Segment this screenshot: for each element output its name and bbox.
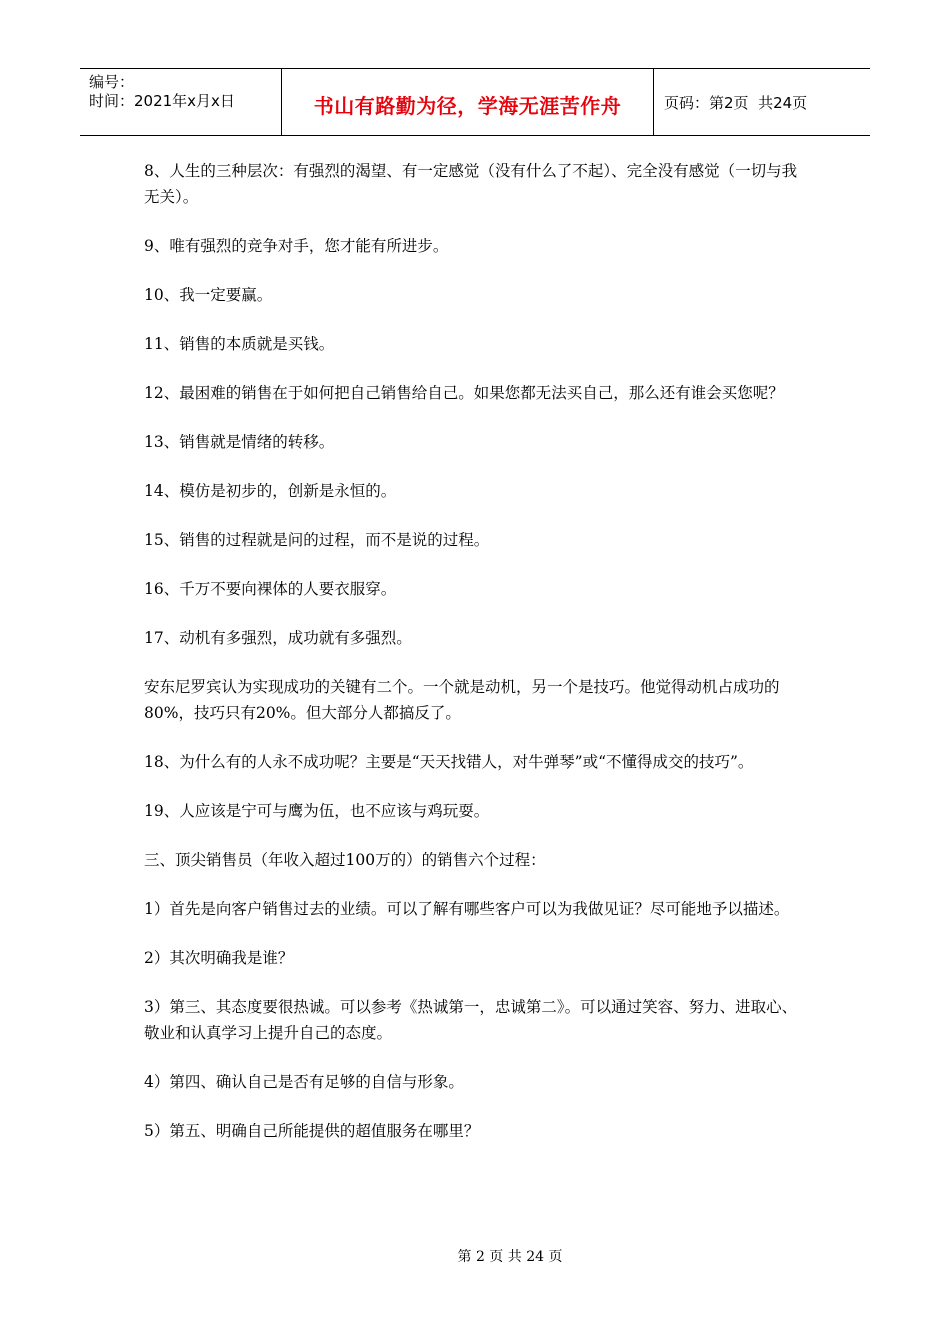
paragraph: 13、销售就是情绪的转移。 [144,433,335,451]
paragraph: 安东尼罗宾认为实现成功的关键有二个。一个就是动机，另一个是技巧。他觉得动机占成功的80%，技巧只有20%。但大部分人都搞反了。 [144,678,780,722]
page-footer: 第 2 页 共 24 页 [457,1249,563,1265]
paragraph: 16、千万不要向裸体的人要衣服穿。 [144,580,397,598]
document-date: 时间：2021年x月x日 [89,92,235,110]
paragraph: 15、销售的过程就是问的过程，而不是说的过程。 [144,531,490,549]
paragraph: 1）首先是向客户销售过去的业绩。可以了解有哪些客户可以为我做见证？尽可能地予以描述。 [144,900,790,918]
paragraph: 14、模仿是初步的，创新是永恒的。 [144,482,397,500]
paragraph: 18、为什么有的人永不成功呢？主要是“天天找错人，对牛弹琴”或“不懂得成交的技巧”。 [144,753,754,771]
section-heading: 三、顶尖销售员（年收入超过100万的）的销售六个过程： [144,851,546,869]
page-header [80,68,870,136]
document-number-label: 编号： [89,73,135,91]
paragraph: 5）第五、明确自己所能提供的超值服务在哪里？ [144,1122,480,1140]
paragraph: 10、我一定要赢。 [144,286,273,304]
paragraph: 9、唯有强烈的竞争对手，您才能有所进步。 [144,237,449,255]
paragraph: 19、人应该是宁可与鹰为伍，也不应该与鸡玩耍。 [144,802,490,820]
paragraph: 8、人生的三种层次：有强烈的渴望、有一定感觉（没有什么了不起）、完全没有感觉（一切与我无关）。 [144,162,798,206]
document-body [144,158,810,1167]
header-motto: 书山有路勤为径，学海无涯苦作舟 [282,69,654,135]
header-page-info: 页码：第2页 共24页 [664,93,808,112]
paragraph: 17、动机有多强烈，成功就有多强烈。 [144,629,412,647]
paragraph: 4）第四、确认自己是否有足够的自信与形象。 [144,1073,464,1091]
paragraph: 11、销售的本质就是买钱。 [144,335,335,353]
paragraph: 3）第三、其态度要很热诚。可以参考《热诚第一，忠诚第二》。可以通过笑容、努力、进取心、敬业和认真学习上提升自己的态度。 [144,998,798,1042]
header-meta [80,69,282,135]
paragraph: 2）其次明确我是谁？ [144,949,294,967]
paragraph: 12、最困难的销售在于如何把自己销售给自己。如果您都无法买自己，那么还有谁会买您呢？ [144,384,784,402]
